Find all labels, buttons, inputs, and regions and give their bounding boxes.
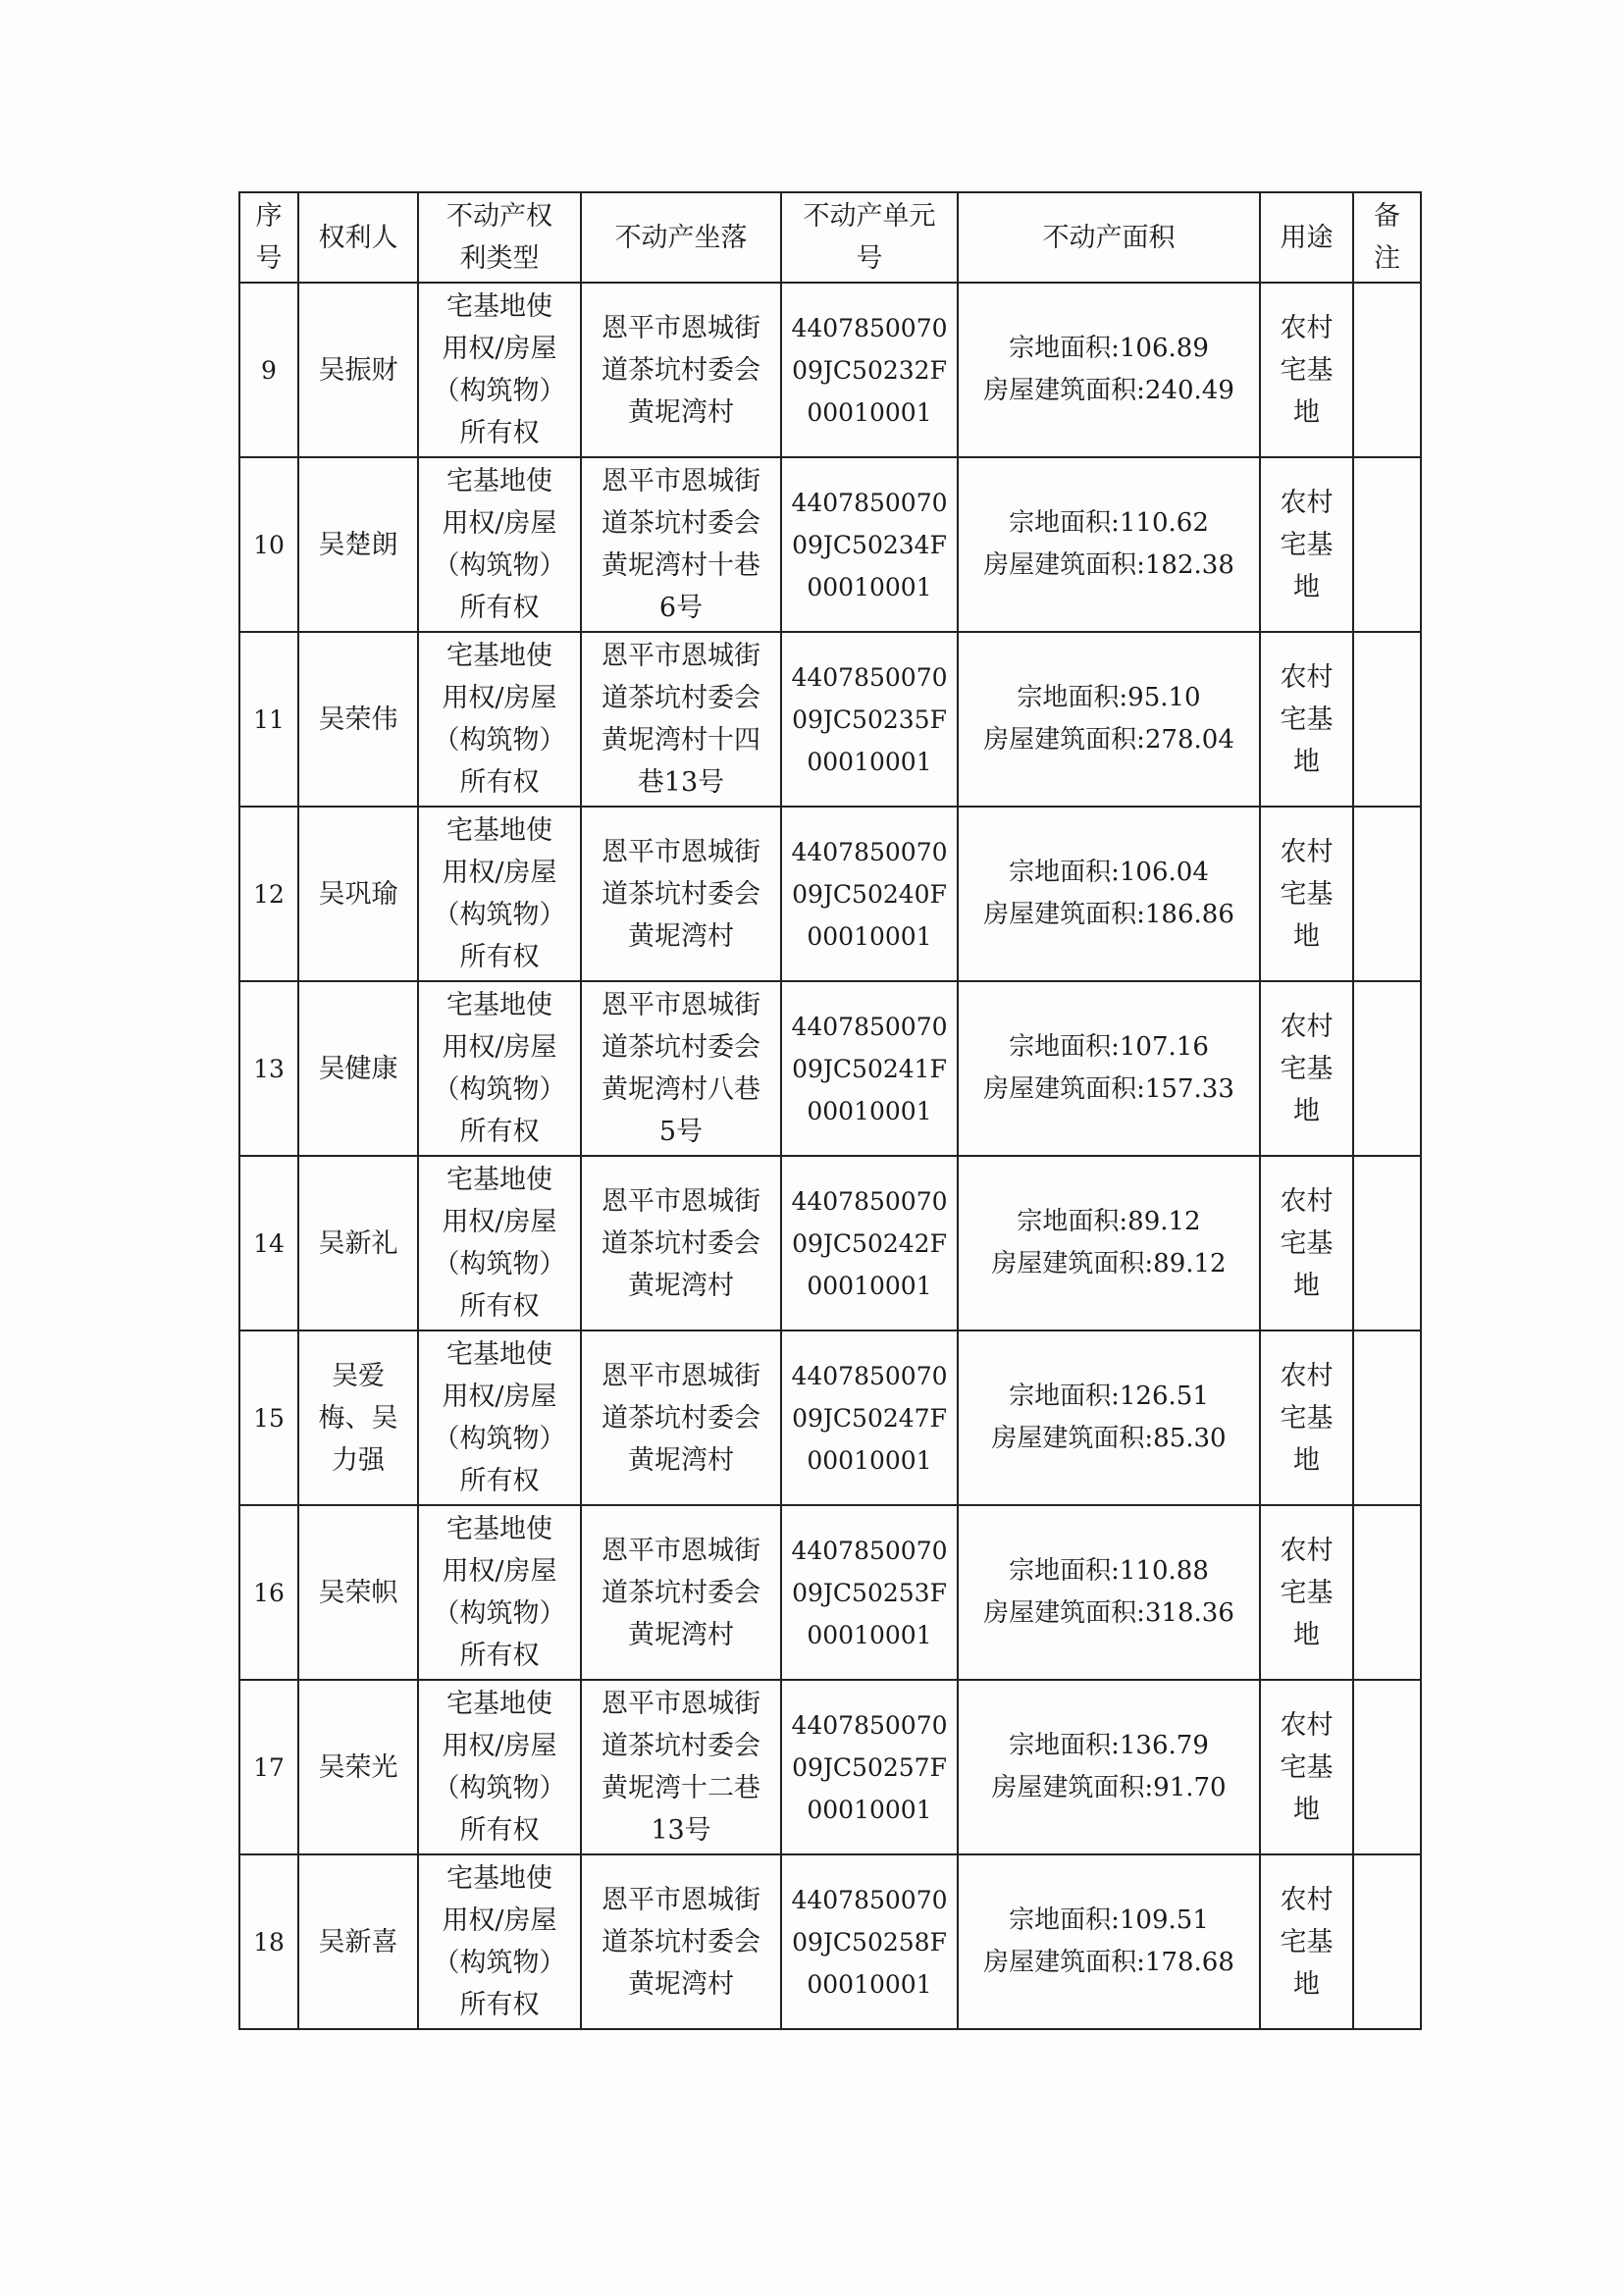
cell-location: 恩平市恩城街 道茶坑村委会 黄坭湾村 — [581, 283, 781, 457]
cell-right-type: 宅基地使 用权/房屋 （构筑物） 所有权 — [418, 1854, 581, 2029]
cell-usage: 农村 宅基 地 — [1260, 457, 1353, 632]
header-area: 不动产面积 — [958, 192, 1260, 283]
cell-usage: 农村 宅基 地 — [1260, 981, 1353, 1156]
cell-right-type: 宅基地使 用权/房屋 （构筑物） 所有权 — [418, 1505, 581, 1680]
cell-area: 宗地面积:109.51 房屋建筑面积:178.68 — [958, 1854, 1260, 2029]
table-row — [239, 981, 1421, 1156]
cell-holder: 吴巩瑜 — [298, 807, 418, 981]
cell-location: 恩平市恩城街 道茶坑村委会 黄坭湾村 — [581, 1156, 781, 1331]
table-row — [239, 1156, 1421, 1331]
cell-holder: 吴新喜 — [298, 1854, 418, 2029]
cell-location: 恩平市恩城街 道茶坑村委会 黄坭湾村 — [581, 1854, 781, 2029]
cell-remark — [1353, 1680, 1421, 1854]
cell-no: 10 — [239, 457, 298, 632]
cell-no: 11 — [239, 632, 298, 807]
cell-area: 宗地面积:106.04 房屋建筑面积:186.86 — [958, 807, 1260, 981]
cell-location: 恩平市恩城街 道茶坑村委会 黄坭湾村十巷 6号 — [581, 457, 781, 632]
cell-remark — [1353, 457, 1421, 632]
cell-right-type: 宅基地使 用权/房屋 （构筑物） 所有权 — [418, 1331, 581, 1505]
table-row — [239, 1505, 1421, 1680]
cell-remark — [1353, 1331, 1421, 1505]
cell-remark — [1353, 1505, 1421, 1680]
header-holder: 权利人 — [298, 192, 418, 283]
cell-area: 宗地面积:107.16 房屋建筑面积:157.33 — [958, 981, 1260, 1156]
cell-remark — [1353, 807, 1421, 981]
cell-unit-no: 4407850070 09JC50258F 00010001 — [781, 1854, 958, 2029]
cell-usage: 农村 宅基 地 — [1260, 1505, 1353, 1680]
cell-right-type: 宅基地使 用权/房屋 （构筑物） 所有权 — [418, 807, 581, 981]
header-usage: 用途 — [1260, 192, 1353, 283]
cell-usage: 农村 宅基 地 — [1260, 807, 1353, 981]
cell-holder: 吴荣伟 — [298, 632, 418, 807]
cell-unit-no: 4407850070 09JC50234F 00010001 — [781, 457, 958, 632]
cell-right-type: 宅基地使 用权/房屋 （构筑物） 所有权 — [418, 457, 581, 632]
cell-unit-no: 4407850070 09JC50240F 00010001 — [781, 807, 958, 981]
header-remark: 备 注 — [1353, 192, 1421, 283]
cell-right-type: 宅基地使 用权/房屋 （构筑物） 所有权 — [418, 632, 581, 807]
cell-unit-no: 4407850070 09JC50247F 00010001 — [781, 1331, 958, 1505]
cell-area: 宗地面积:106.89 房屋建筑面积:240.49 — [958, 283, 1260, 457]
cell-usage: 农村 宅基 地 — [1260, 1680, 1353, 1854]
cell-area: 宗地面积:89.12 房屋建筑面积:89.12 — [958, 1156, 1260, 1331]
cell-unit-no: 4407850070 09JC50235F 00010001 — [781, 632, 958, 807]
table-row — [239, 1680, 1421, 1854]
table-row — [239, 283, 1421, 457]
cell-remark — [1353, 632, 1421, 807]
cell-usage: 农村 宅基 地 — [1260, 632, 1353, 807]
cell-holder: 吴健康 — [298, 981, 418, 1156]
cell-no: 17 — [239, 1680, 298, 1854]
cell-no: 15 — [239, 1331, 298, 1505]
cell-no: 18 — [239, 1854, 298, 2029]
cell-usage: 农村 宅基 地 — [1260, 1854, 1353, 2029]
cell-right-type: 宅基地使 用权/房屋 （构筑物） 所有权 — [418, 283, 581, 457]
cell-area: 宗地面积:95.10 房屋建筑面积:278.04 — [958, 632, 1260, 807]
header-unit-no: 不动产单元 号 — [781, 192, 958, 283]
cell-no: 12 — [239, 807, 298, 981]
table-row — [239, 632, 1421, 807]
cell-holder: 吴新礼 — [298, 1156, 418, 1331]
cell-usage: 农村 宅基 地 — [1260, 283, 1353, 457]
cell-unit-no: 4407850070 09JC50257F 00010001 — [781, 1680, 958, 1854]
cell-remark — [1353, 1854, 1421, 2029]
cell-holder: 吴楚朗 — [298, 457, 418, 632]
cell-remark — [1353, 283, 1421, 457]
cell-unit-no: 4407850070 09JC50242F 00010001 — [781, 1156, 958, 1331]
cell-location: 恩平市恩城街 道茶坑村委会 黄坭湾村 — [581, 807, 781, 981]
cell-right-type: 宅基地使 用权/房屋 （构筑物） 所有权 — [418, 1680, 581, 1854]
table-row — [239, 1854, 1421, 2029]
cell-location: 恩平市恩城街 道茶坑村委会 黄坭湾村十四 巷13号 — [581, 632, 781, 807]
cell-area: 宗地面积:136.79 房屋建筑面积:91.70 — [958, 1680, 1260, 1854]
cell-unit-no: 4407850070 09JC50232F 00010001 — [781, 283, 958, 457]
table-header-row — [239, 192, 1421, 283]
cell-holder: 吴荣帜 — [298, 1505, 418, 1680]
table-row — [239, 457, 1421, 632]
cell-no: 13 — [239, 981, 298, 1156]
table-row — [239, 807, 1421, 981]
cell-usage: 农村 宅基 地 — [1260, 1331, 1353, 1505]
cell-area: 宗地面积:126.51 房屋建筑面积:85.30 — [958, 1331, 1260, 1505]
cell-location: 恩平市恩城街 道茶坑村委会 黄坭湾村 — [581, 1505, 781, 1680]
header-no: 序 号 — [239, 192, 298, 283]
cell-holder: 吴爱 梅、吴 力强 — [298, 1331, 418, 1505]
cell-unit-no: 4407850070 09JC50241F 00010001 — [781, 981, 958, 1156]
cell-unit-no: 4407850070 09JC50253F 00010001 — [781, 1505, 958, 1680]
cell-right-type: 宅基地使 用权/房屋 （构筑物） 所有权 — [418, 1156, 581, 1331]
header-location: 不动产坐落 — [581, 192, 781, 283]
cell-area: 宗地面积:110.88 房屋建筑面积:318.36 — [958, 1505, 1260, 1680]
cell-holder: 吴荣光 — [298, 1680, 418, 1854]
cell-no: 14 — [239, 1156, 298, 1331]
cell-location: 恩平市恩城街 道茶坑村委会 黄坭湾村 — [581, 1331, 781, 1505]
cell-remark — [1353, 981, 1421, 1156]
cell-remark — [1353, 1156, 1421, 1331]
property-registry-table — [238, 191, 1422, 2030]
cell-usage: 农村 宅基 地 — [1260, 1156, 1353, 1331]
table-row — [239, 1331, 1421, 1505]
cell-location: 恩平市恩城街 道茶坑村委会 黄坭湾村八巷 5号 — [581, 981, 781, 1156]
header-right-type: 不动产权 利类型 — [418, 192, 581, 283]
cell-location: 恩平市恩城街 道茶坑村委会 黄坭湾十二巷 13号 — [581, 1680, 781, 1854]
cell-no: 9 — [239, 283, 298, 457]
cell-area: 宗地面积:110.62 房屋建筑面积:182.38 — [958, 457, 1260, 632]
cell-holder: 吴振财 — [298, 283, 418, 457]
cell-no: 16 — [239, 1505, 298, 1680]
cell-right-type: 宅基地使 用权/房屋 （构筑物） 所有权 — [418, 981, 581, 1156]
